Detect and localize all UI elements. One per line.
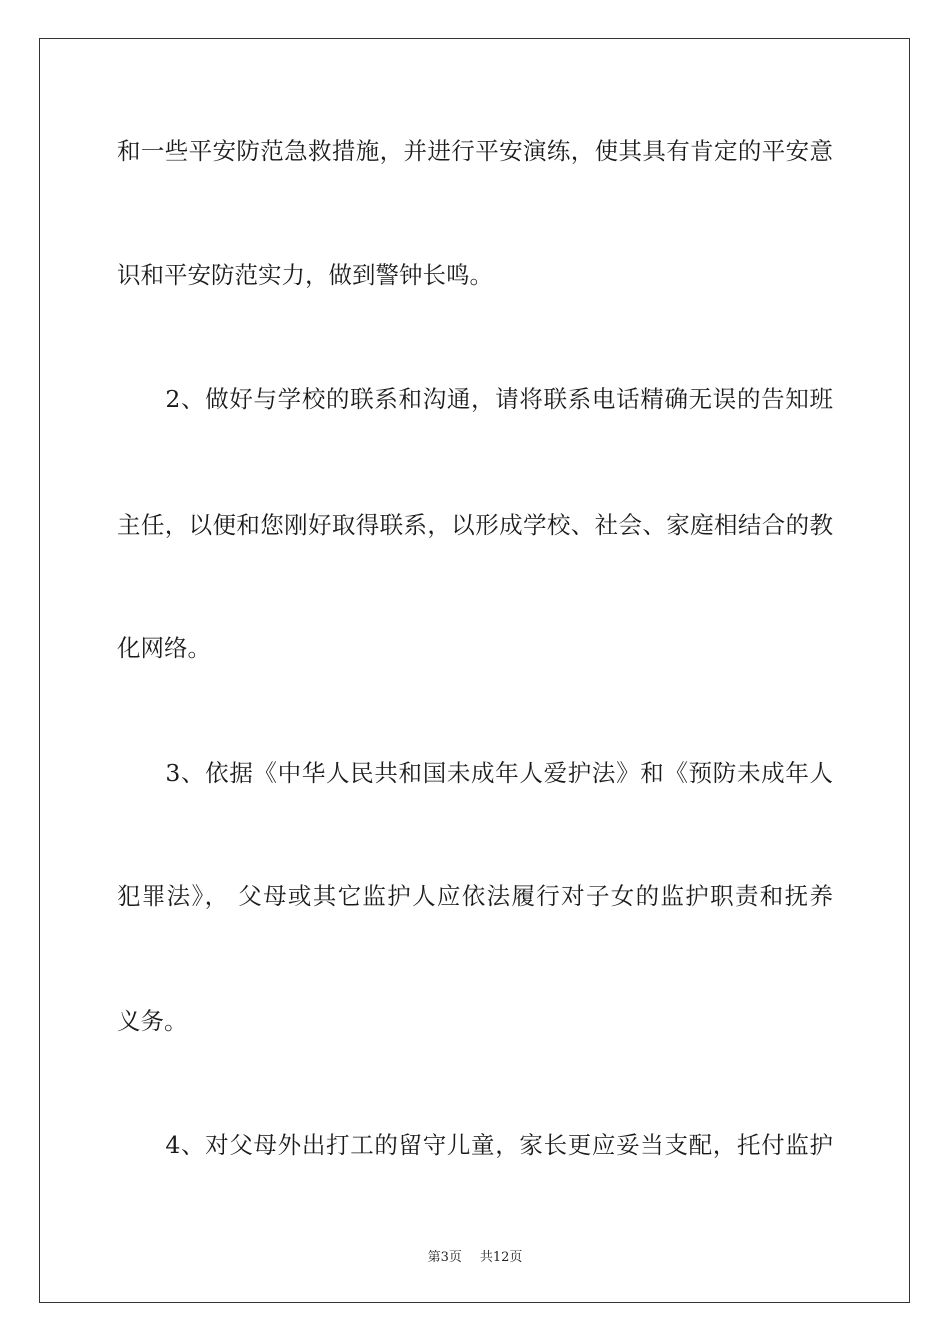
page-number-current: 第3页 [427,1250,462,1265]
text-line: 化网络。 [117,634,211,662]
text-line: 3、依据《中华人民共和国未成年人爱护法》和《预防未成年人 [117,759,833,787]
text-line: 主任，以便和您刚好取得联系，以形成学校、社会、家庭相结合的教 [117,511,833,539]
text-line: 4、对父母外出打工的留守儿童，家长更应妥当支配，托付监护 [117,1131,833,1159]
text-line: 义务。 [117,1007,188,1035]
text-line: 犯罪法》， 父母或其它监护人应依法履行对子女的监护职责和抚养 [117,882,833,910]
text-line: 和一些平安防范急救措施，并进行平安演练，使其具有肯定的平安意 [117,137,833,165]
page-number-total: 共12页 [479,1250,523,1265]
page-border [39,38,910,1303]
text-line: 2、做好与学校的联系和沟通，请将联系电话精确无误的告知班 [117,385,833,413]
text-line: 识和平安防范实力，做到警钟长鸣。 [117,261,493,289]
page-footer [0,1246,950,1265]
